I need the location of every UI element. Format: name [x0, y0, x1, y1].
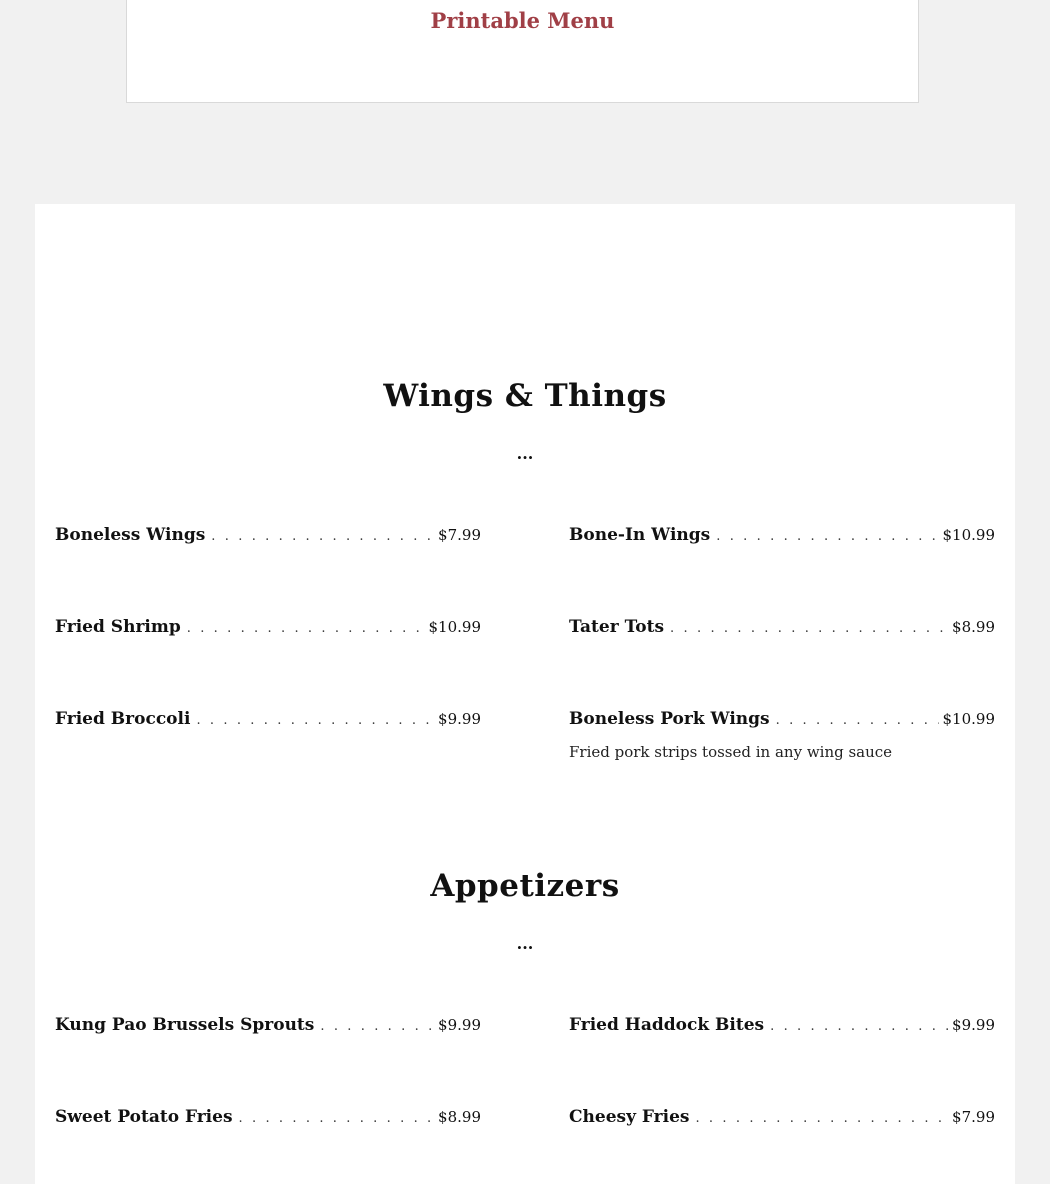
- dot-leader: [211, 529, 434, 544]
- dot-leader: [239, 1111, 435, 1126]
- menu-item-price: $9.99: [952, 1016, 995, 1034]
- dot-leader: [670, 621, 948, 636]
- menu-item-name: Kung Pao Brussels Sprouts: [55, 1015, 315, 1035]
- menu-panel: [35, 204, 1015, 1184]
- section-title-appetizers: Appetizers: [430, 868, 620, 904]
- menu-item-name: Bone-In Wings: [569, 525, 711, 545]
- menu-item-bone-in-wings: [569, 525, 995, 549]
- menu-item-price: $9.99: [438, 710, 481, 728]
- dot-leader: [716, 529, 938, 544]
- menu-item-fried-haddock-bites: [569, 1015, 995, 1039]
- menu-item-price: $7.99: [952, 1108, 995, 1126]
- menu-item-fried-shrimp: [55, 617, 481, 641]
- menu-item-kung-pao-brussels-sprouts: [55, 1015, 481, 1039]
- menu-item-name: Sweet Potato Fries: [55, 1107, 233, 1127]
- menu-item-price: $7.99: [438, 526, 481, 544]
- menu-item-fried-broccoli: [55, 709, 481, 733]
- dot-leader: [695, 1111, 948, 1126]
- menu-item-cheesy-fries: [569, 1107, 995, 1131]
- menu-item-name: Boneless Wings: [55, 525, 206, 545]
- printable-menu-card: [126, 0, 919, 103]
- menu-item-name: Tater Tots: [569, 617, 665, 637]
- menu-item-name: Fried Shrimp: [55, 617, 181, 637]
- printable-menu-link[interactable]: Printable Menu: [430, 8, 615, 33]
- menu-item-price: $8.99: [438, 1108, 481, 1126]
- menu-item-name: Fried Broccoli: [55, 709, 191, 729]
- menu-item-description: Fried pork strips tossed in any wing sauce: [569, 743, 893, 761]
- menu-item-boneless-wings: [55, 525, 481, 549]
- dot-leader: [187, 621, 425, 636]
- dot-leader: [196, 713, 434, 728]
- dot-leader: [320, 1019, 434, 1034]
- menu-item-price: $8.99: [952, 618, 995, 636]
- menu-item-price: $9.99: [438, 1016, 481, 1034]
- menu-item-name: Cheesy Fries: [569, 1107, 690, 1127]
- dot-leader: [770, 1019, 948, 1034]
- section-title-wings-and-things: Wings & Things: [383, 378, 667, 414]
- section-divider: ...: [516, 444, 534, 463]
- menu-item-boneless-pork-wings: [569, 709, 995, 761]
- menu-item-name: Fried Haddock Bites: [569, 1015, 765, 1035]
- menu-item-tater-tots: [569, 617, 995, 641]
- menu-item-sweet-potato-fries: [55, 1107, 481, 1131]
- menu-item-name: Boneless Pork Wings: [569, 709, 770, 729]
- menu-item-price: $10.99: [428, 618, 481, 636]
- dot-leader: [776, 713, 939, 728]
- section-divider: ...: [516, 934, 534, 953]
- menu-item-price: $10.99: [942, 710, 995, 728]
- menu-item-price: $10.99: [942, 526, 995, 544]
